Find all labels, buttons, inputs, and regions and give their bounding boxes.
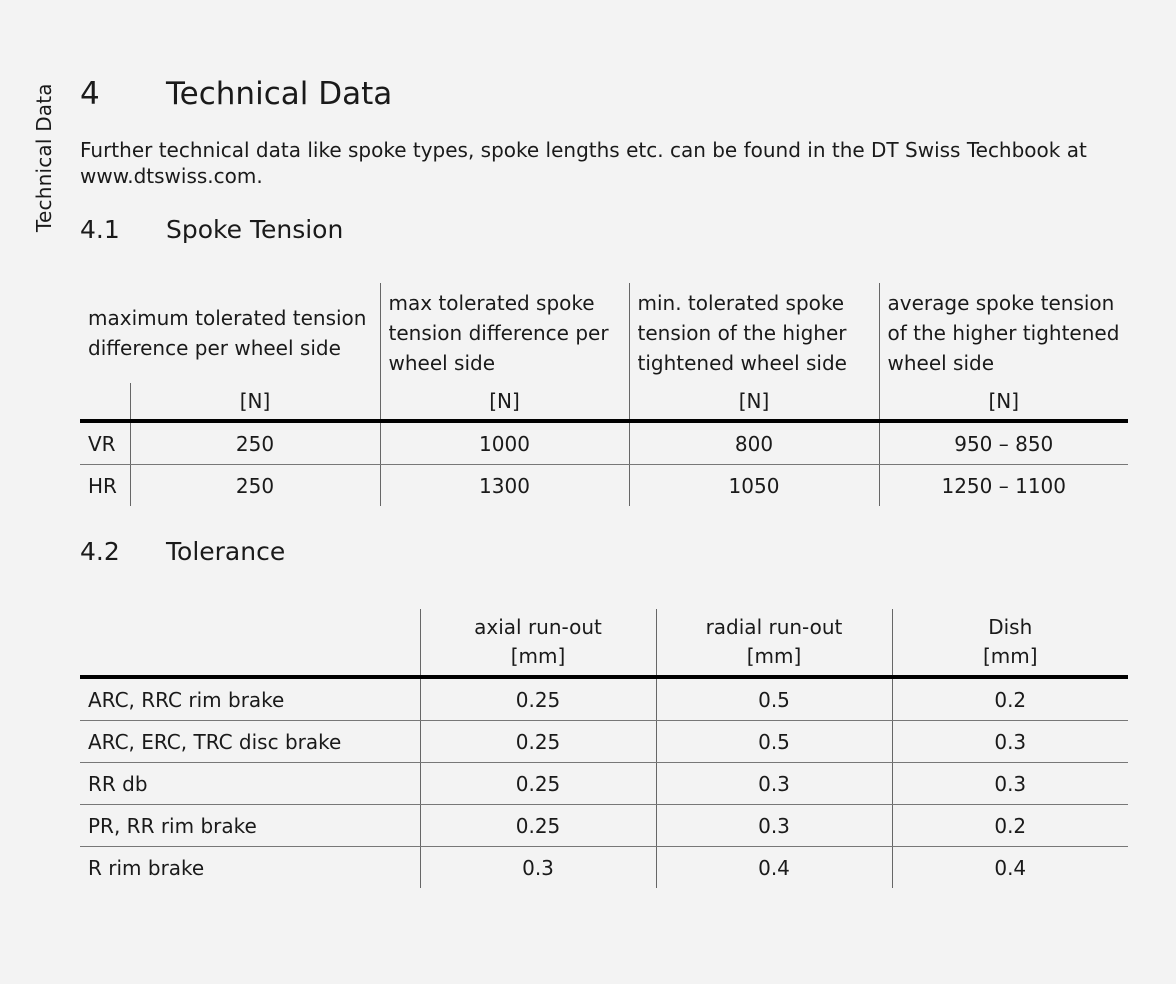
spoke-tension-header-row xyxy=(80,283,1128,383)
table-cell: 0.3 xyxy=(656,763,892,805)
table-cell: 0.3 xyxy=(420,847,656,889)
subsection-title: Spoke Tension xyxy=(166,215,344,244)
unit-cell: [N] xyxy=(380,383,629,421)
header-cell: max tolerated spoke tension difference per wheel side xyxy=(380,283,629,383)
table-row xyxy=(80,805,1128,847)
header-unit: [mm] xyxy=(982,644,1038,668)
tolerance-table xyxy=(80,609,1128,888)
table-cell: 800 xyxy=(629,421,879,465)
header-name: axial run-out xyxy=(474,615,602,639)
section-title: Technical Data xyxy=(166,76,393,112)
table-row xyxy=(80,721,1128,763)
table-cell: 0.3 xyxy=(892,763,1128,805)
tolerance-header-row xyxy=(80,609,1128,677)
row-label: RR db xyxy=(80,763,420,805)
unit-cell: [N] xyxy=(629,383,879,421)
table-row xyxy=(80,465,1128,507)
table-row xyxy=(80,763,1128,805)
row-label: VR xyxy=(80,421,130,465)
empty-cell xyxy=(80,383,130,421)
table-cell: 0.4 xyxy=(656,847,892,889)
table-cell: 0.2 xyxy=(892,677,1128,721)
spoke-tension-table xyxy=(80,283,1128,506)
table-cell: 0.3 xyxy=(656,805,892,847)
empty-cell xyxy=(80,609,420,677)
table-cell: 0.5 xyxy=(656,721,892,763)
table-cell: 0.2 xyxy=(892,805,1128,847)
table-cell: 250 xyxy=(130,465,380,507)
row-label: ARC, ERC, TRC disc brake xyxy=(80,721,420,763)
header-cell: maximum tolerated tension difference per wheel side xyxy=(88,306,367,360)
subsection-title: Tolerance xyxy=(166,537,286,566)
table-cell: 0.3 xyxy=(892,721,1128,763)
subsection-heading-spoke-tension xyxy=(80,215,343,244)
header-unit: [mm] xyxy=(510,644,566,668)
row-label: R rim brake xyxy=(88,855,205,880)
side-chapter-label: Technical Data xyxy=(32,83,56,232)
unit-cell: [N] xyxy=(879,383,1128,421)
row-label: PR, RR rim brake xyxy=(80,805,420,847)
section-heading xyxy=(80,76,392,112)
header-cell xyxy=(656,609,892,677)
table-cell: 1000 xyxy=(380,421,629,465)
subsection-number: 4.2 xyxy=(80,537,120,566)
row-label: ARC, RRC rim brake xyxy=(80,677,420,721)
table-row xyxy=(80,847,1128,889)
table-cell: 1050 xyxy=(629,465,879,507)
row-label: HR xyxy=(88,473,117,498)
table-cell: 0.25 xyxy=(420,763,656,805)
header-unit: [mm] xyxy=(746,644,802,668)
header-name: Dish xyxy=(988,615,1033,639)
table-cell: 0.25 xyxy=(420,721,656,763)
unit-cell: [N] xyxy=(130,383,380,421)
table-cell: 950 – 850 xyxy=(879,421,1128,465)
header-cell: average spoke tension of the higher tightened wheel side xyxy=(879,283,1128,383)
subsection-number: 4.1 xyxy=(80,215,120,244)
header-cell: min. tolerated spoke tension of the higher tightened wheel side xyxy=(629,283,879,383)
table-cell: 1250 – 1100 xyxy=(879,465,1128,507)
table-cell: 0.25 xyxy=(420,677,656,721)
section-number: 4 xyxy=(80,76,100,112)
table-cell: 0.25 xyxy=(420,805,656,847)
header-name: radial run-out xyxy=(705,615,843,639)
spoke-tension-unit-row xyxy=(80,383,1128,421)
table-row xyxy=(80,677,1128,721)
header-cell xyxy=(420,609,656,677)
intro-paragraph: Further technical data like spoke types, spoke lengths etc. can be found in the DT Swiss Techbook at www.dtswiss.com. xyxy=(80,138,1087,188)
subsection-heading-tolerance xyxy=(80,537,285,566)
table-cell: 0.4 xyxy=(892,847,1128,889)
table-cell: 0.5 xyxy=(656,677,892,721)
table-cell: 1300 xyxy=(380,465,629,507)
header-cell xyxy=(892,609,1128,677)
table-row xyxy=(80,421,1128,465)
table-cell: 250 xyxy=(130,421,380,465)
